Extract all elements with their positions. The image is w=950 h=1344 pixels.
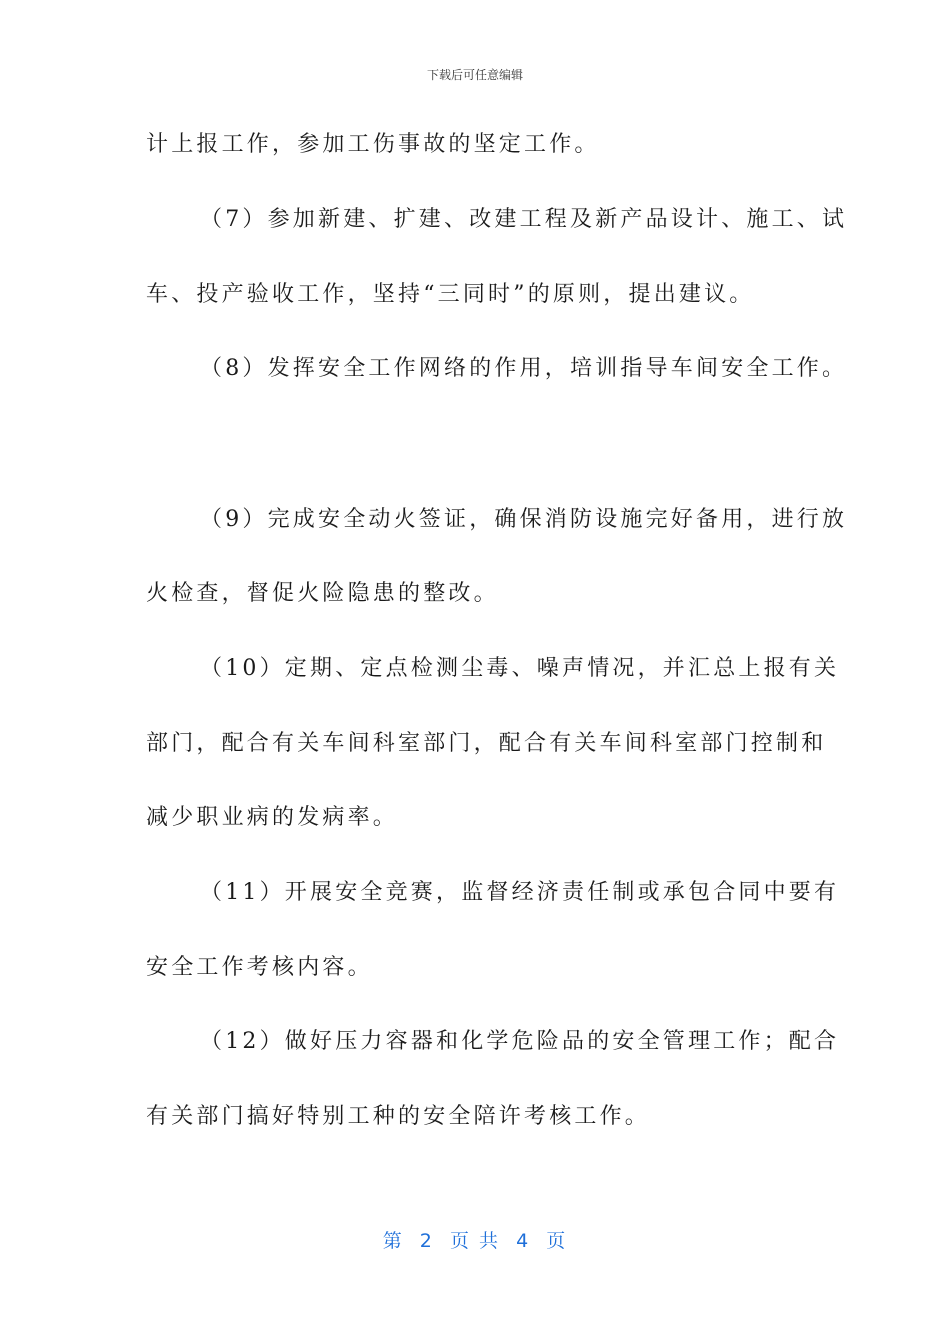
paragraph-line: 计上报工作，参加工伤事故的坚定工作。 <box>146 132 600 157</box>
paragraph-line: 安全工作考核内容。 <box>146 955 373 980</box>
paragraph-line: （8）发挥安全工作网络的作用，培训指导车间安全工作。 <box>200 356 848 381</box>
paragraph-line: 部门，配合有关车间科室部门，配合有关车间科室部门控制和 <box>146 731 827 756</box>
paragraph-line: 火检查，督促火险隐患的整改。 <box>146 581 499 606</box>
paragraph-line: 车、投产验收工作，坚持“三同时”的原则，提出建议。 <box>146 282 755 307</box>
paragraph-line: （11）开展安全竞赛，监督经济责任制或承包合同中要有 <box>200 880 840 905</box>
paragraph-line: （10）定期、定点检测尘毒、噪声情况，并汇总上报有关 <box>200 656 840 681</box>
page-number-footer <box>0 1226 950 1253</box>
page-header: 下载后可任意编辑 <box>426 68 523 82</box>
paragraph-line: （7）参加新建、扩建、改建工程及新产品设计、施工、试 <box>200 207 848 232</box>
paragraph-line: 有关部门搞好特别工种的安全陪许考核工作。 <box>146 1104 651 1129</box>
paragraph-line: （9）完成安全动火签证，确保消防设施完好备用，进行放 <box>200 507 848 532</box>
paragraph-line: （12）做好压力容器和化学危险品的安全管理工作；配合 <box>200 1029 840 1054</box>
page-number-text: 第 2 页 共 4 页 <box>382 1230 568 1252</box>
paragraph-line: 减少职业病的发病率。 <box>146 805 399 830</box>
